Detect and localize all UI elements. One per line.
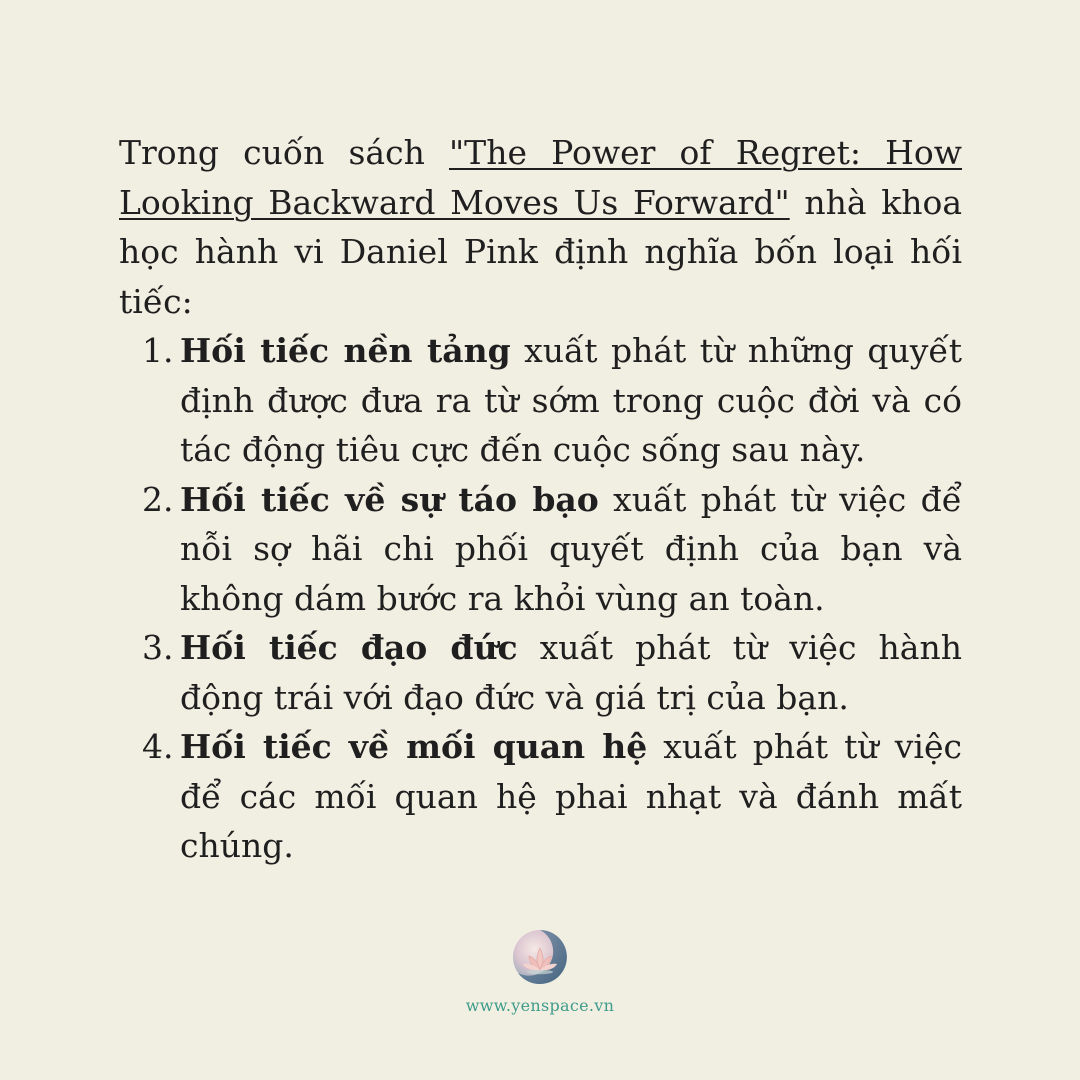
lotus-moon-logo-icon [509, 926, 571, 988]
list-number: 3. [142, 628, 174, 667]
regret-term: Hối tiếc đạo đức [180, 628, 518, 667]
regret-term: Hối tiếc về sự táo bạo [180, 479, 599, 519]
list-number: 2. [142, 479, 174, 519]
article-body [119, 128, 962, 871]
regret-description: xuất phát từ những quyết định được đưa ra từ sớm trong cuộc đời và có tác động tiêu cực đến cuộc sống sau này. [180, 331, 962, 469]
intro-rest: nhà khoa học hành vi Daniel Pink định nghĩa bốn loại hối tiếc: [119, 182, 962, 321]
regret-description: xuất phát từ việc để nỗi sợ hãi chi phối quyết định của bạn và không dám bước ra khỏi vùng an toàn. [180, 479, 962, 618]
list-item [119, 623, 962, 722]
regret-term: Hối tiếc nền tảng [180, 331, 511, 370]
list-number: 1. [142, 331, 174, 370]
list-number: 4. [142, 727, 174, 766]
intro-paragraph [119, 128, 962, 326]
regret-term: Hối tiếc về mối quan hệ [180, 727, 648, 766]
book-title-link[interactable]: "The Power of Regret: How Looking Backward Moves Us Forward" [119, 133, 962, 222]
footer [0, 926, 1080, 1015]
regret-types-list [119, 326, 962, 871]
regret-description: xuất phát từ việc để các mối quan hệ phai nhạt và đánh mất chúng. [180, 727, 962, 865]
list-item [119, 475, 962, 624]
website-url[interactable]: www.yenspace.vn [465, 996, 615, 1015]
list-item [119, 722, 962, 871]
regret-description: xuất phát từ việc hành động trái với đạo đức và giá trị của bạn. [180, 628, 962, 717]
list-item [119, 326, 962, 475]
intro-lead: Trong cuốn sách [119, 133, 449, 172]
